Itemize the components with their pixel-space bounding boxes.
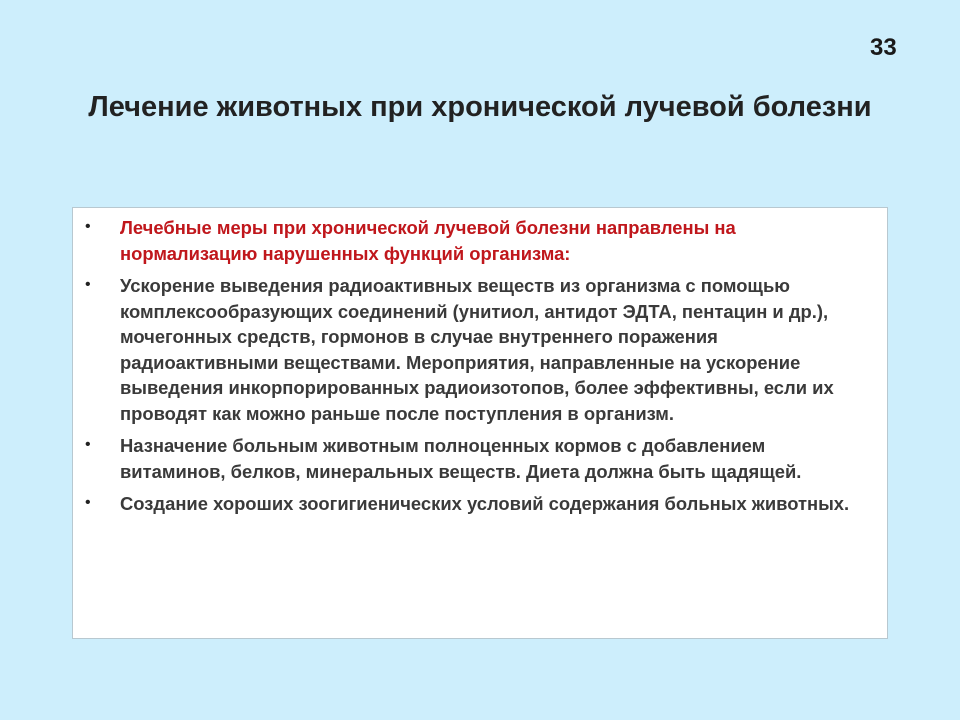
content-box xyxy=(72,207,888,639)
bullet-list xyxy=(83,215,873,524)
slide-number: 33 xyxy=(870,34,897,61)
bullet-dot-icon: • xyxy=(85,436,91,453)
bullet-dot-icon: • xyxy=(85,494,91,511)
bullet-text: Создание хороших зоогигиенических условий содержания больных животных. xyxy=(120,493,850,514)
bullet-item-treatment-goal xyxy=(83,215,873,266)
bullet-text: Лечебные меры при хронической лучевой болезни направлены на нормализацию нарушенных функций организма: xyxy=(120,217,736,264)
slide-title: Лечение животных при хронической лучевой болезни xyxy=(88,91,872,123)
bullet-item-excretion xyxy=(83,273,873,426)
bullet-text: Ускорение выведения радиоактивных веществ из организма с помощью комплексообразующих соединений (унитиол, антидот ЭДТА, пентацин и др.), мочегонных средств, гормонов в случае внутреннего поражения радиоактивными веществами. Мероприятия, направленные на ускорение выведения инкорпорированных радиоизотопов, более эффективны, если их проводят как можно раньше после поступления в организм. xyxy=(120,275,834,424)
bullet-item-conditions xyxy=(83,491,873,517)
bullet-item-feeding xyxy=(83,433,873,484)
bullet-text: Назначение больным животным полноценных кормов с добавлением витаминов, белков, минеральных веществ. Диета должна быть щадящей. xyxy=(120,435,802,482)
bullet-dot-icon: • xyxy=(85,276,91,293)
bullet-dot-icon: • xyxy=(85,218,91,235)
